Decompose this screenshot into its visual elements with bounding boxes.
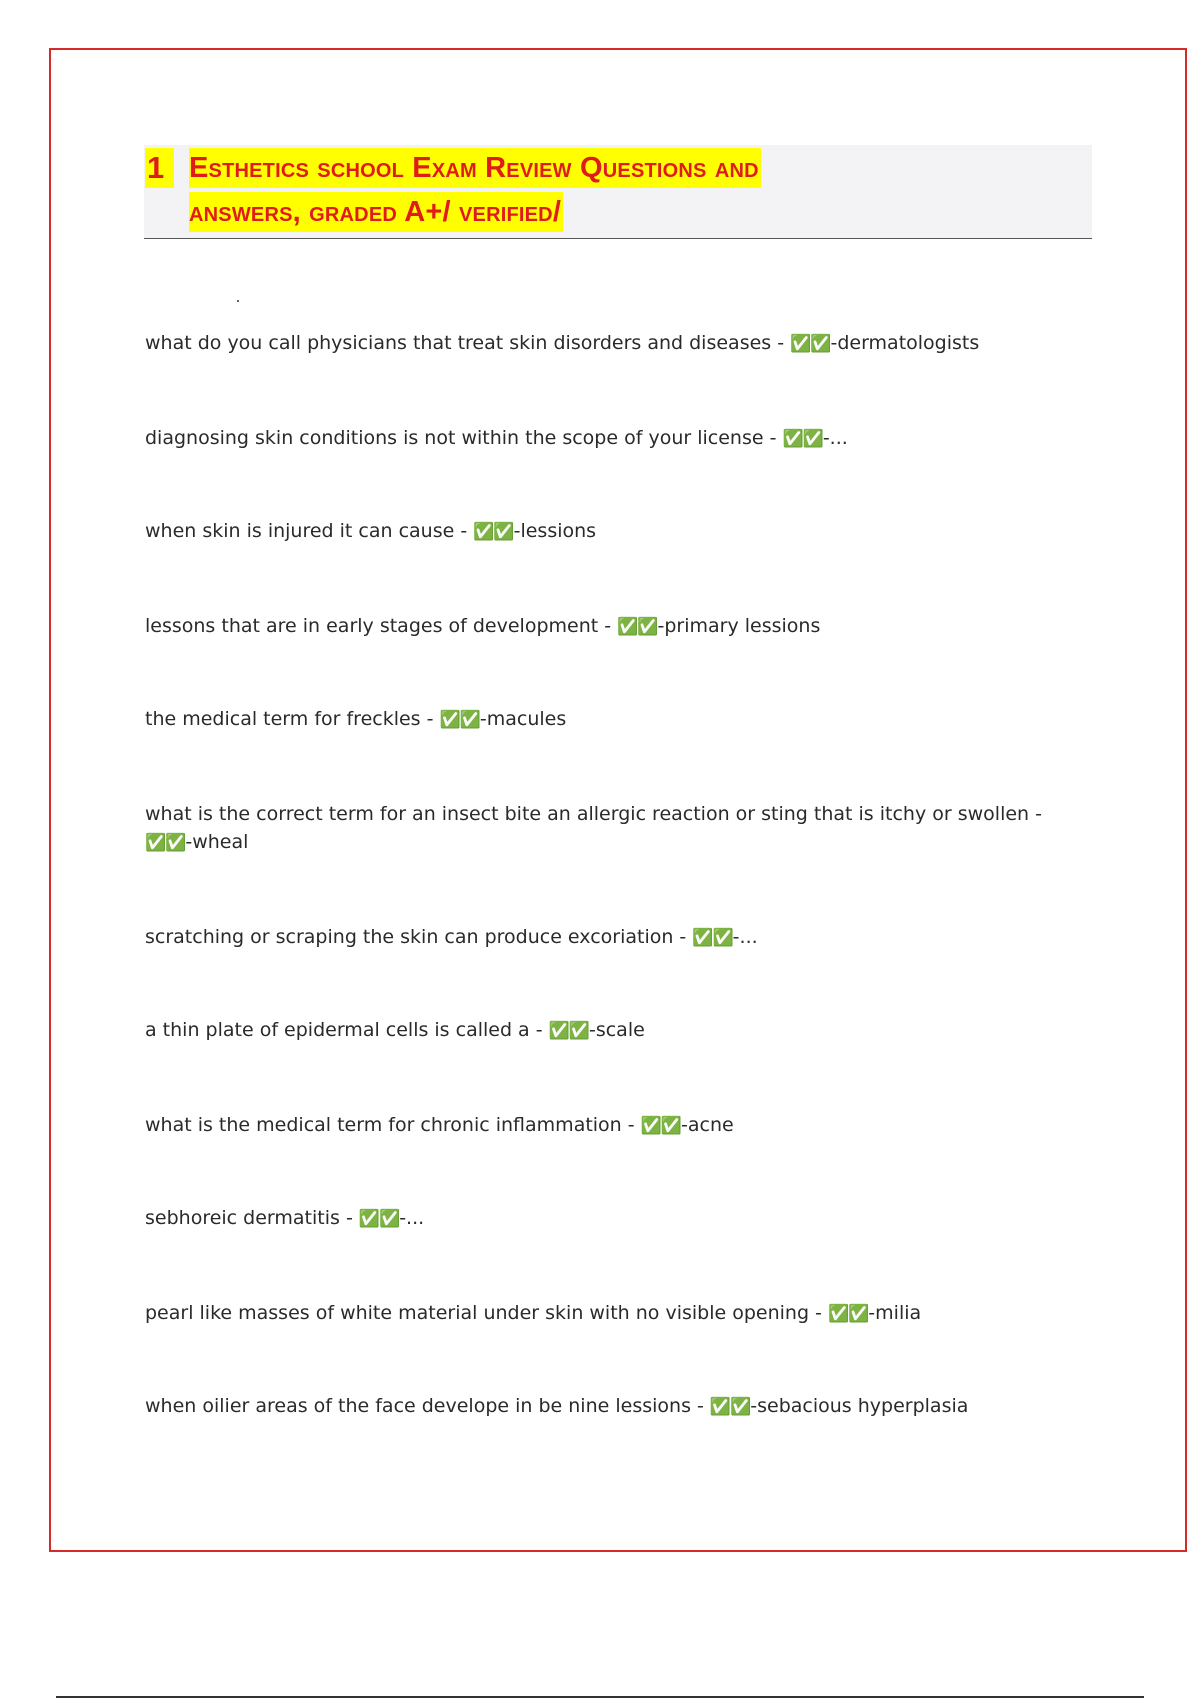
qa-item: [145, 1111, 1075, 1140]
qa-item: [145, 705, 1075, 734]
question-text: when oilier areas of the face develope in be nine lessions -: [145, 1395, 710, 1417]
check-icon: ✅✅: [709, 1397, 751, 1417]
heading-title-line-2: answers, graded A+/ verified/: [189, 192, 563, 232]
qa-item: [145, 1392, 1075, 1421]
qa-item: [145, 923, 1075, 952]
question-text: pearl like masses of white material under skin with no visible opening -: [145, 1302, 828, 1324]
check-icon: ✅✅: [790, 334, 831, 354]
answer-text: -dermatologists: [830, 332, 980, 354]
heading-number: 1: [145, 148, 174, 188]
check-icon: ✅✅: [782, 429, 823, 449]
answer-text: -wheal: [185, 831, 249, 853]
answer-text: -...: [399, 1207, 425, 1229]
check-icon: ✅✅: [827, 1304, 869, 1324]
answer-text: -sebacious hyperplasia: [750, 1395, 969, 1417]
heading-title-line-1: Esthetics school Exam Review Questions and: [189, 148, 761, 188]
answer-text: -primary lessions: [657, 615, 821, 637]
answer-text: -lessions: [513, 520, 597, 542]
question-text: what do you call physicians that treat skin disorders and diseases -: [145, 332, 791, 354]
qa-item: [145, 1299, 1075, 1328]
check-icon: ✅✅: [473, 522, 514, 542]
check-icon: ✅✅: [358, 1209, 400, 1229]
footer-rule: [56, 1696, 1144, 1698]
check-icon: ✅✅: [145, 833, 186, 853]
stray-dot: [237, 300, 239, 302]
answer-text: -...: [822, 427, 848, 449]
question-text: the medical term for freckles -: [145, 708, 440, 730]
question-text: diagnosing skin conditions is not within the scope of your license -: [145, 427, 783, 449]
qa-item: [145, 517, 1075, 546]
check-icon: ✅✅: [439, 710, 480, 730]
qa-item: [145, 800, 1075, 857]
question-text: sebhoreic dermatitis -: [145, 1207, 359, 1229]
check-icon: ✅✅: [692, 928, 733, 948]
answer-text: -...: [732, 926, 758, 948]
answer-text: -milia: [868, 1302, 922, 1324]
question-text: scratching or scraping the skin can produce excoriation -: [145, 926, 693, 948]
question-text: when skin is injured it can cause -: [145, 520, 474, 542]
question-text: what is the correct term for an insect bite an allergic reaction or sting that is itchy or swollen -: [145, 803, 1042, 825]
qa-item: [145, 1016, 1075, 1045]
check-icon: ✅✅: [640, 1116, 682, 1136]
check-icon: ✅✅: [617, 617, 658, 637]
question-text: what is the medical term for chronic inflammation -: [145, 1114, 641, 1136]
answer-text: -macules: [479, 708, 567, 730]
answer-text: -scale: [588, 1019, 645, 1041]
question-text: lessons that are in early stages of development -: [145, 615, 618, 637]
qa-item: [145, 329, 1075, 358]
qa-item: [145, 1204, 1075, 1233]
question-text: a thin plate of epidermal cells is called a -: [145, 1019, 549, 1041]
qa-item: [145, 612, 1075, 641]
qa-item: [145, 424, 1075, 453]
check-icon: ✅✅: [548, 1021, 589, 1041]
answer-text: -acne: [681, 1114, 734, 1136]
